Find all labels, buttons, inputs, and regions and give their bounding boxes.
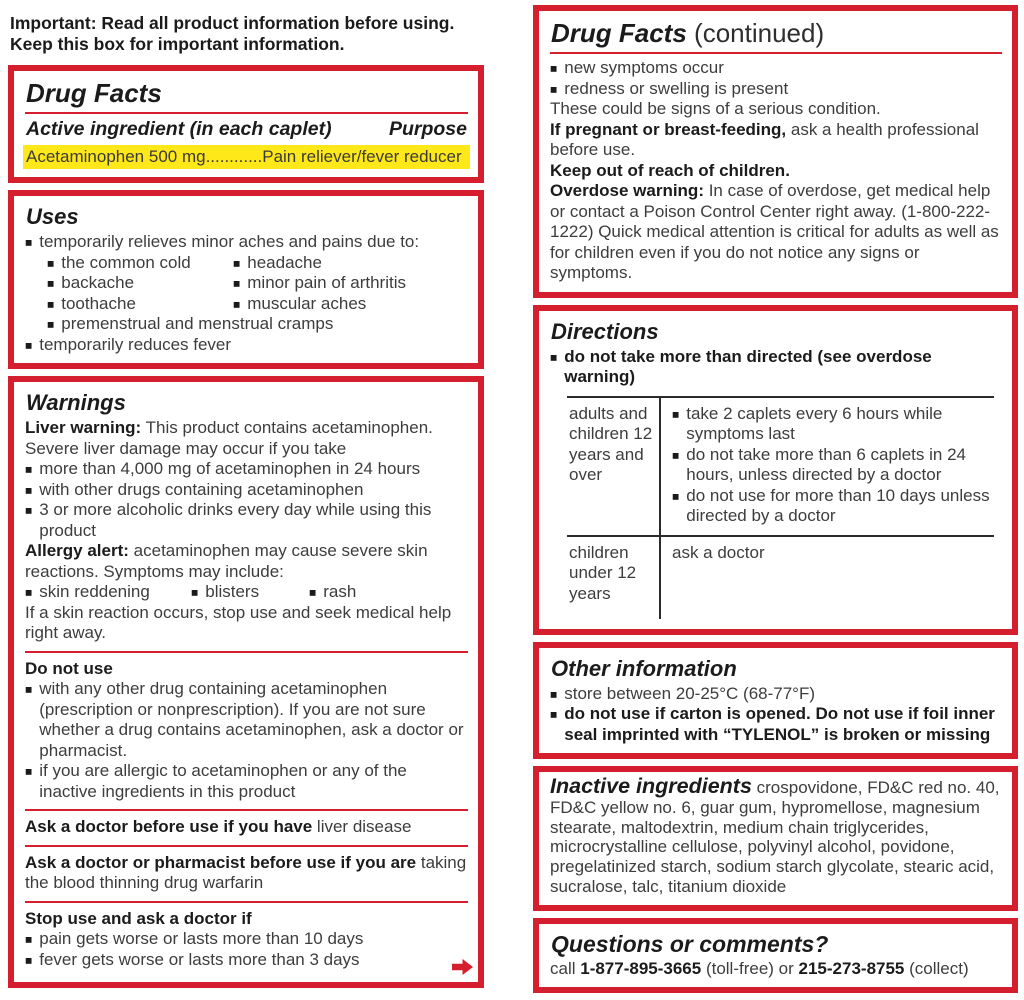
questions-title: Questions or comments? bbox=[551, 930, 829, 957]
call-mid: (toll-free) or bbox=[701, 958, 799, 978]
divider bbox=[25, 651, 468, 653]
ask-doctor-rest: liver disease bbox=[312, 817, 412, 836]
ask-pharmacist-bold: Ask a doctor or pharmacist before use if you are bbox=[25, 852, 417, 872]
important-note-line2: Keep this box for important information. bbox=[10, 34, 345, 54]
questions-call-line bbox=[550, 959, 1002, 980]
do-not-use-bullet: ■ if you are allergic to acetaminophen or any of the inactive ingredients in this product bbox=[25, 761, 468, 802]
continued-bullet: ■ new symptoms occur bbox=[550, 58, 1002, 79]
ask-pharmacist bbox=[25, 853, 468, 894]
storage-bullet: ■ store between 20-25°C (68-77°F) bbox=[550, 684, 1002, 705]
directions-box bbox=[533, 305, 1018, 635]
purpose-heading: Purpose bbox=[388, 118, 467, 140]
allergy-bullet: ■ rash bbox=[309, 582, 356, 603]
title-bold: Drug Facts bbox=[551, 18, 687, 48]
uses-subitem: ■ the common cold bbox=[47, 253, 233, 274]
dosage-instructions: ask a doctor bbox=[659, 537, 994, 619]
allergy-alert bbox=[25, 541, 468, 582]
do-not-use-bullet: ■ with any other drug containing acetaminophen (prescription or nonprescription). If you are not sure whether a drug contains acetaminophen, ask a doctor or pharmacist. bbox=[25, 679, 468, 761]
allergy-bullet: ■ blisters bbox=[191, 582, 309, 603]
liver-bullet: ■ more than 4,000 mg of acetaminophen in 24 hours bbox=[25, 459, 468, 480]
stop-use-heading: Stop use and ask a doctor if bbox=[25, 908, 252, 928]
allergy-alert-label: Allergy alert: bbox=[25, 541, 129, 560]
liver-bullet: ■ 3 or more alcoholic drinks every day while using this product bbox=[25, 500, 468, 541]
active-ingredient-header bbox=[26, 118, 467, 141]
allergy-footer: If a skin reaction occurs, stop use and seek medical help right away. bbox=[25, 602, 452, 642]
dosage-bullet: ■ do not use for more than 10 days unless directed by a doctor bbox=[672, 486, 994, 527]
drug-facts-continued-title bbox=[551, 17, 1002, 49]
warnings-title: Warnings bbox=[26, 390, 126, 415]
uses-sublist bbox=[47, 253, 468, 315]
uses-subitem: ■ toothache bbox=[47, 294, 233, 315]
inactive-ingredients bbox=[550, 774, 1002, 897]
divider bbox=[550, 52, 1002, 54]
dosage-group: children under 12 years bbox=[569, 542, 637, 603]
title-rest: (continued) bbox=[686, 18, 825, 48]
stop-use-bullet: ■ pain gets worse or lasts more than 10 days bbox=[25, 929, 468, 950]
uses-bullet: ■ temporarily relieves minor aches and pains due to: bbox=[25, 232, 468, 253]
divider bbox=[25, 845, 468, 847]
left-column bbox=[8, 0, 484, 995]
ask-doctor-bold: Ask a doctor before use if you have bbox=[25, 817, 313, 836]
drug-facts-title: Drug Facts bbox=[26, 78, 162, 108]
allergy-symptoms bbox=[25, 582, 468, 603]
important-note-line1: Important: Read all product information before using. bbox=[10, 13, 455, 33]
liver-warning-label: Liver warning: bbox=[25, 418, 142, 437]
dosage-bullet: ■ do not take more than 6 caplets in 24 hours, unless directed by a doctor bbox=[672, 445, 994, 486]
uses-bullet: ■ temporarily reduces fever bbox=[25, 335, 468, 356]
divider bbox=[25, 901, 468, 903]
pregnant-bold: If pregnant or breast-feeding, bbox=[550, 119, 787, 139]
stop-use-bullet: ■ fever gets worse or lasts more than 3 days bbox=[25, 950, 468, 971]
pregnant-warning bbox=[550, 120, 1002, 161]
inactive-ingredients-list: crospovidone, FD&C red no. 40, FD&C yellow no. 6, guar gum, hypromellose, magnesium stearate, maltodextrin, medium chain triglycerides, microcrystalline cellulose, polyvinyl alcohol, povidone, pregelatinized starch, sodium starch glycolate, stearic acid, sucralose, talc, titanium dioxide bbox=[550, 778, 1000, 896]
overdose-bold: Overdose warning: bbox=[550, 181, 704, 200]
serious-condition-text: These could be signs of a serious condition. bbox=[550, 99, 881, 118]
phone-tollfree: 1-877-895-3665 bbox=[580, 958, 702, 978]
warnings-box bbox=[8, 376, 484, 988]
drug-facts-continued-box bbox=[533, 5, 1018, 298]
liver-warning-text: This product contains acetaminophen. Severe liver damage may occur if you take bbox=[25, 418, 433, 458]
ask-pharmacist-rest: taking the blood thinning drug warfarin bbox=[25, 852, 467, 892]
allergy-alert-text: acetaminophen may cause severe skin reactions. Symptoms may include: bbox=[25, 541, 428, 581]
other-information-box bbox=[533, 642, 1018, 760]
uses-subitem: ■ muscular aches bbox=[233, 294, 468, 315]
continued-bullet: ■ redness or swelling is present bbox=[550, 79, 1002, 100]
active-ingredient-heading: Active ingredient (in each caplet) bbox=[26, 118, 332, 140]
table-row bbox=[567, 398, 994, 537]
carton-seal-bullet: ■ do not use if carton is opened. Do not use if foil inner seal imprinted with “TYLENOL” is broken or missing bbox=[550, 704, 1002, 745]
divider bbox=[25, 809, 468, 811]
active-ingredient-row: Acetaminophen 500 mg............Pain reliever/fever reducer bbox=[23, 145, 470, 169]
directions-title: Directions bbox=[551, 318, 659, 344]
do-not-use-heading: Do not use bbox=[25, 658, 113, 678]
liver-bullet: ■ with other drugs containing acetaminophen bbox=[25, 480, 468, 501]
dosage-group: adults and children 12 years and over bbox=[569, 403, 653, 484]
drug-facts-box bbox=[8, 65, 484, 183]
directions-bullet: ■ do not take more than directed (see overdose warning) bbox=[550, 347, 1002, 388]
inactive-ingredients-title: Inactive ingredients bbox=[550, 774, 752, 798]
ask-doctor bbox=[25, 817, 468, 838]
overdose-rest: In case of overdose, get medical help or contact a Poison Control Center right away. (1-800-222-1222) Quick medical attention is critical for adults as well as for children even if you do not notice any signs or symptoms. bbox=[550, 181, 999, 282]
uses-subitem: ■ minor pain of arthritis bbox=[233, 273, 468, 294]
uses-box bbox=[8, 190, 484, 369]
table-row bbox=[567, 537, 994, 619]
allergy-bullet: ■ skin reddening bbox=[25, 582, 191, 603]
important-note bbox=[10, 13, 484, 55]
dosage-bullet: ■ take 2 caplets every 6 hours while symptoms last bbox=[672, 404, 994, 445]
inactive-ingredients-box bbox=[533, 766, 1018, 911]
overdose-warning bbox=[550, 181, 1002, 284]
phone-collect: 215-273-8755 bbox=[798, 958, 905, 978]
other-information-title: Other information bbox=[551, 655, 737, 681]
uses-title: Uses bbox=[26, 204, 79, 229]
questions-box bbox=[533, 918, 1018, 994]
call-suffix: (collect) bbox=[904, 958, 969, 978]
dosage-instructions bbox=[659, 398, 994, 535]
uses-subitem: ■ headache bbox=[233, 253, 468, 274]
pregnant-rest: ask a health professional before use. bbox=[550, 119, 979, 159]
call-prefix: call bbox=[550, 958, 581, 978]
right-column bbox=[533, 0, 1018, 1000]
continue-arrow-icon bbox=[452, 959, 473, 975]
keep-out-of-reach: Keep out of reach of children. bbox=[550, 160, 790, 180]
dosage-table bbox=[567, 396, 994, 619]
uses-subitem: ■ premenstrual and menstrual cramps bbox=[47, 314, 468, 335]
liver-warning bbox=[25, 418, 468, 459]
uses-subitem: ■ backache bbox=[47, 273, 233, 294]
divider bbox=[25, 112, 468, 114]
